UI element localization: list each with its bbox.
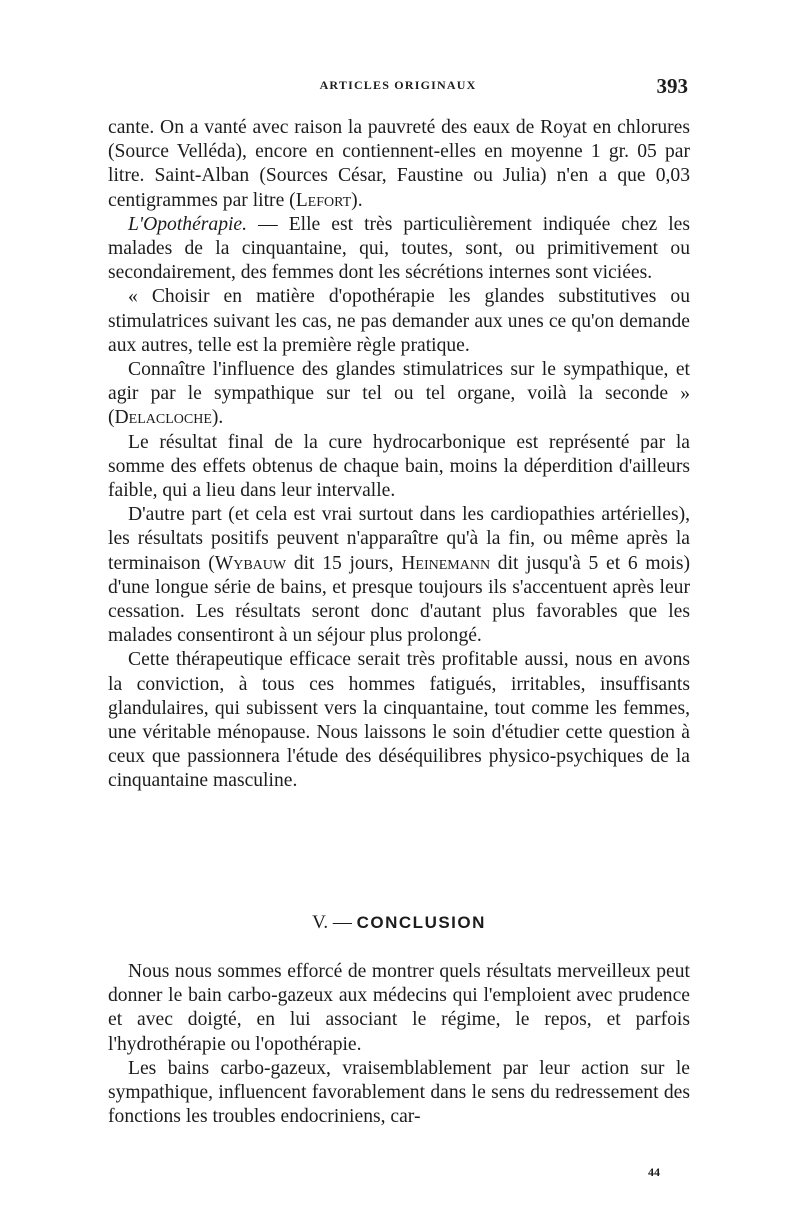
paragraph-text: ). [211, 407, 224, 429]
paragraph-text: D'autre part (et cela est vrai surtout dans les cardiopathies artérielles), les résultats positifs peuvent n'apparaître qu'à la fin, ou même après la terminaison ( [108, 504, 690, 574]
page-number: 393 [656, 74, 688, 98]
paragraph-text: cante. On a vanté avec raison la pauvreté des eaux de Royat en chlorures (Source Velléda), encore en contiennent-elles en moyenne 1 gr. 05 par litre. Saint-Alban (Sources César, Faustine ou Julia) n'en a que 0,03 centigrammes par litre ( [108, 117, 690, 211]
conclusion-text [108, 960, 690, 1129]
paragraph-text: ). [351, 189, 363, 211]
author-name: Wybauw [214, 552, 287, 574]
paragraph-cure-result: Le résultat final de la cure hydrocarbonique est représenté par la somme des effets obtenus de chaque bain, moins la déperdition d'ailleurs faible, qui a lieu dans leur intervalle. [108, 431, 690, 502]
paragraph-conclusion-two: Les bains carbo-gazeux, vraisemblablement par leur action sur le sympathique, influencent favorablement dans le sens du redressement des fonctions les troubles endocriniens, car- [108, 1057, 690, 1128]
section-heading [108, 912, 690, 934]
running-head: ARTICLES ORIGINAUX [319, 78, 477, 92]
paragraph-opotherapy [108, 213, 690, 286]
section-number: V. — [312, 912, 357, 933]
paragraph-quote-rule-one: « Choisir en matière d'opothérapie les glandes substitutives ou stimulatrices suivant les cas, ne pas demander aux unes ce qu'on demande aux autres, telle est la première règle pratique. [108, 286, 690, 356]
paragraph-water-chlorides [108, 116, 690, 213]
paragraph-quote-rule-two [108, 358, 690, 431]
paragraph-text: Connaître l'influence des glandes stimulatrices sur le sympathique, et agir par le sympathique sur tel ou tel organe, voilà la seconde » ( [108, 359, 690, 429]
section-title: CONCLUSION [356, 913, 486, 932]
author-name: Heinemann [401, 552, 491, 574]
paragraph-conclusion-one: Nous nous sommes efforcé de montrer quels résultats merveilleux peut donner le bain carbo-gazeux aux médecins qui l'emploient avec prudence et avec doigté, en lui associant le régime, le repos, et parfois l'hydrothérapie ou l'opothérapie. [108, 961, 690, 1055]
paragraph-text: dit 15 jours, [286, 552, 402, 574]
subheading-opotherapy: L'Opothérapie. [128, 213, 248, 235]
author-name: Delacloche [114, 407, 212, 429]
paragraph-text: dit jusqu'à 5 et 6 mois) d'une longue série de bains, et presque toujours ils s'accentuent après leur cessation. Les résultats seront donc d'autant plus favorables que les malades consentiront à un séjour plus prolongé. [108, 552, 690, 647]
author-name: Lefort [295, 189, 352, 211]
page-header [108, 74, 688, 98]
body-text [108, 116, 690, 794]
paragraph-male-menopause: Cette thérapeutique efficace serait très profitable aussi, nous en avons la conviction, à tous ces hommes fatigués, irritables, insuffisants glandulaires, qui subissent vers la cinquantaine, tout comme les femmes, une véritable ménopause. Nous laissons le soin d'étudier cette question à ceux que passionnera l'étude des déséquilibres physico-psychiques de la cinquantaine masculine. [108, 649, 690, 792]
printer-signature-mark: 44 [648, 1165, 660, 1179]
paragraph-text: — Elle est très particulièrement indiquée chez les malades de la cinquantaine, qui, toutes, sont, ou primitivement ou secondairement, des femmes dont les sécrétions internes sont viciées. [108, 213, 690, 284]
paragraph-delayed-results [108, 503, 690, 648]
